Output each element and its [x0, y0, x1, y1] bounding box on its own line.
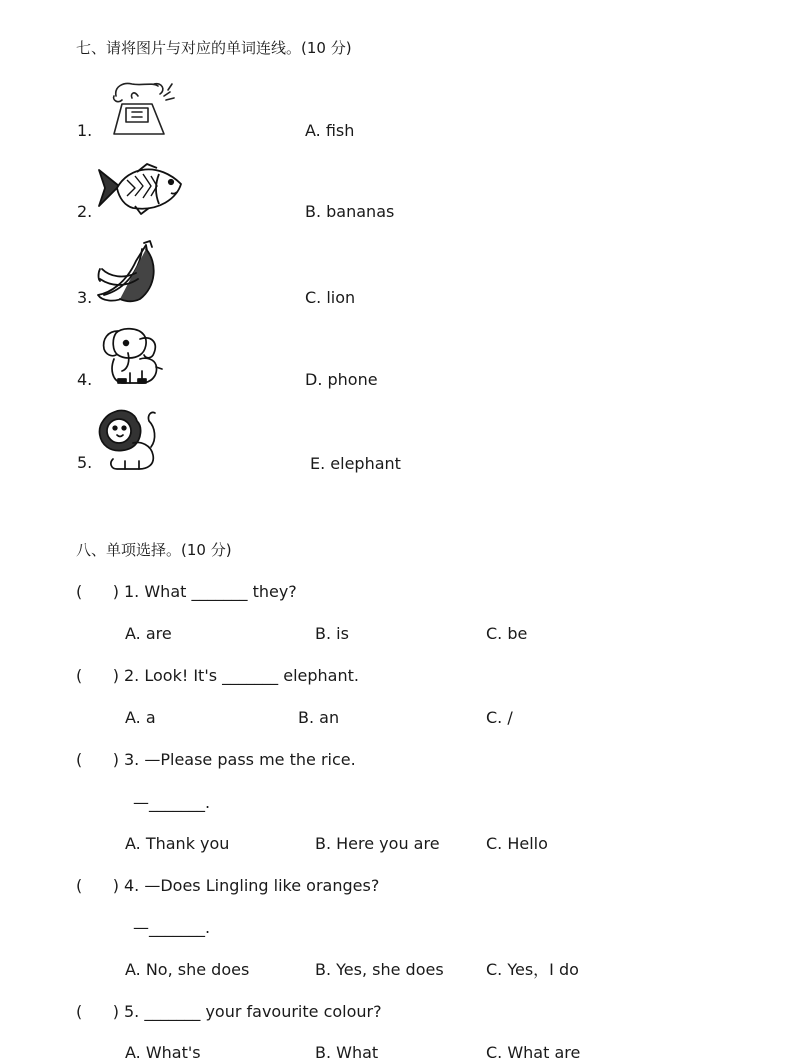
- answer-paren: ( ): [76, 666, 119, 685]
- choice-c: C. /: [486, 708, 513, 727]
- answer-blank: —_______.: [133, 793, 211, 812]
- word-option: D. phone: [305, 370, 378, 389]
- question-stem: 5. _______ your favourite colour?: [124, 1002, 382, 1021]
- choice-b: B. an: [298, 708, 340, 727]
- section-8-title: 八、单项选择。(10 分): [76, 541, 232, 559]
- lion-icon: [95, 407, 159, 473]
- choice-b: B. What: [315, 1043, 379, 1062]
- choice-a: A. are: [125, 624, 172, 643]
- answer-paren: ( ): [76, 750, 119, 769]
- choice-a: A. Thank you: [125, 834, 230, 853]
- answer-paren: ( ): [76, 876, 119, 895]
- choice-b: B. Yes, she does: [315, 960, 444, 979]
- word-option: B. bananas: [305, 202, 395, 221]
- choice-b: B. is: [315, 624, 349, 643]
- elephant-icon: [100, 325, 164, 389]
- choice-c: C. What are: [486, 1043, 581, 1062]
- answer-paren: ( ): [76, 1002, 119, 1021]
- bananas-icon: [96, 239, 162, 305]
- choice-c: C. Yes，I do: [486, 960, 579, 979]
- question-stem: 3. —Please pass me the rice.: [124, 750, 356, 769]
- item-number: 2.: [77, 202, 93, 221]
- word-option: E. elephant: [310, 454, 401, 473]
- choice-c: C. Hello: [486, 834, 548, 853]
- item-number: 3.: [77, 288, 93, 307]
- section-7-title: 七、请将图片与对应的单词连线。(10 分): [76, 39, 352, 57]
- question-stem: 4. —Does Lingling like oranges?: [124, 876, 380, 895]
- item-number: 1.: [77, 121, 93, 140]
- item-number: 5.: [77, 453, 93, 472]
- choice-b: B. Here you are: [315, 834, 440, 853]
- word-option: C. lion: [305, 288, 356, 307]
- choice-a: A. No, she does: [125, 960, 250, 979]
- question-stem: 1. What _______ they?: [124, 582, 297, 601]
- choice-c: C. be: [486, 624, 528, 643]
- word-option: A. fish: [305, 121, 355, 140]
- answer-paren: ( ): [76, 582, 119, 601]
- choice-a: A. a: [125, 708, 156, 727]
- item-number: 4.: [77, 370, 93, 389]
- telephone-icon: [108, 74, 178, 138]
- question-stem: 2. Look! It's _______ elephant.: [124, 666, 359, 685]
- answer-blank: —_______.: [133, 918, 211, 937]
- fish-icon: [97, 162, 187, 216]
- choice-a: A. What's: [125, 1043, 201, 1062]
